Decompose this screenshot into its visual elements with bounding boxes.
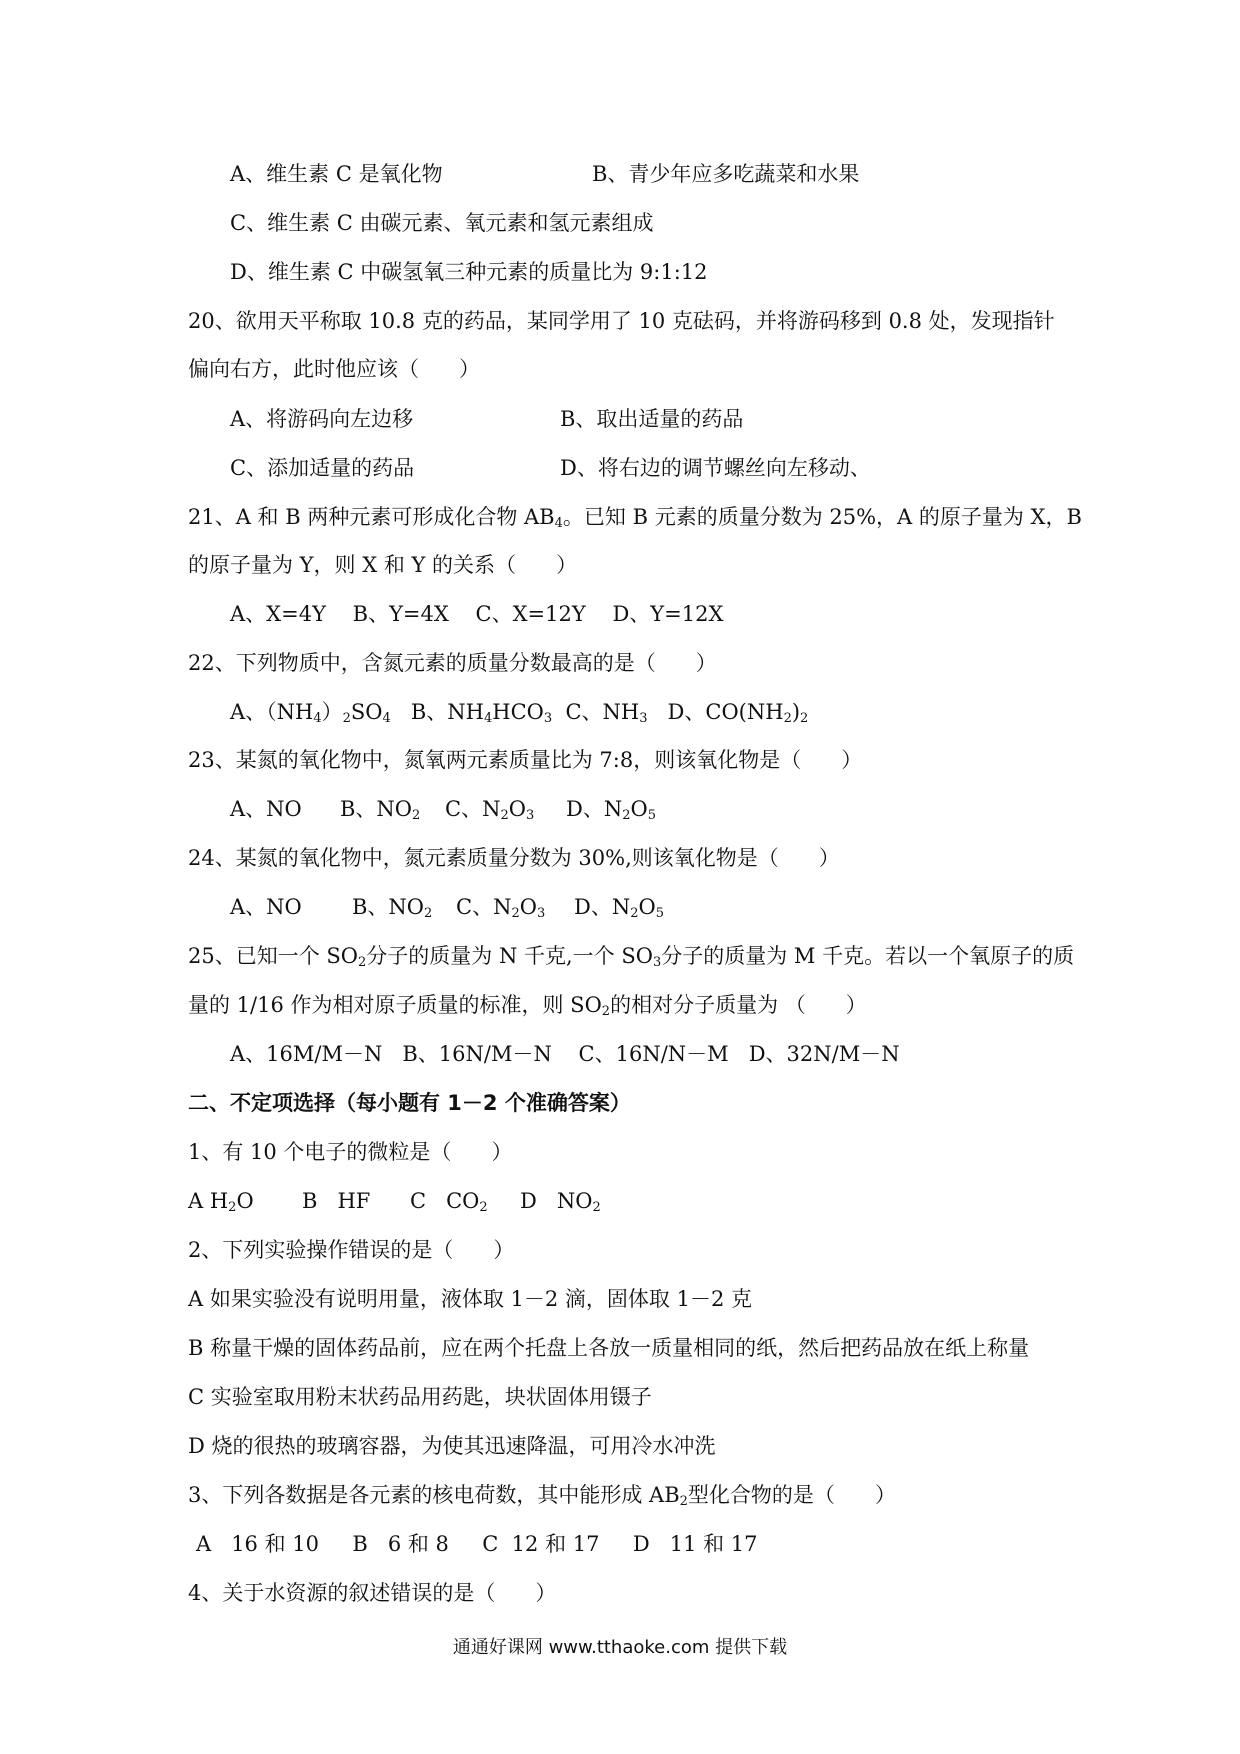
txt: D、N <box>574 895 631 919</box>
txt: D、N <box>566 797 623 821</box>
s2q2-option-a: A 如果实验没有说明用量，液体取 1－2 滴，固体取 1－2 克 <box>188 1287 752 1311</box>
sub: 3 <box>652 955 662 970</box>
txt: 量的 1/16 作为相对原子质量的标准，则 SO <box>188 993 602 1017</box>
s2q1-option-c <box>410 1187 488 1215</box>
q21-options: A、X=4Y B、Y=4X C、X=12Y D、Y=12X <box>230 602 724 626</box>
q21-text-cont: 。已知 B 元素的质量分数为 25%，A 的原子量为 X，B <box>562 505 1082 529</box>
sub: 2 <box>500 808 509 823</box>
txt: O <box>519 895 537 919</box>
txt: 分子的质量为 M 千克。若以一个氧原子的质 <box>661 944 1075 968</box>
txt: C CO <box>410 1189 480 1213</box>
s2q4-stem: 4、关于水资源的叙述错误的是（ ） <box>188 1581 557 1605</box>
sub: 2 <box>511 906 520 921</box>
sub: 2 <box>630 906 639 921</box>
txt: O <box>638 895 656 919</box>
q23-stem: 23、某氮的氧化物中，氮氧两元素质量比为 7:8，则该氧化物是（ ） <box>188 748 863 772</box>
s2q1-option-a <box>188 1187 254 1215</box>
s2q1-option-b: B HF <box>302 1189 371 1213</box>
txt: C、N <box>456 895 512 919</box>
txt: 3、下列各数据是各元素的核电荷数，其中能形成 AB <box>188 1483 680 1507</box>
s2q3-options: A 16 和 10 B 6 和 8 C 12 和 17 D 11 和 17 <box>196 1532 758 1556</box>
txt: B、NO <box>340 797 413 821</box>
q22-opt-c: C、NH <box>552 700 640 724</box>
txt: HCO <box>492 700 544 724</box>
sub: 3 <box>525 808 535 823</box>
txt: 25、已知一个 SO <box>188 944 358 968</box>
q22-opt-d: D、CO(NH <box>647 700 784 724</box>
s2q2-option-c: C 实验室取用粉末状药品用药匙，块状固体用镊子 <box>188 1385 652 1409</box>
sub: 5 <box>647 808 656 823</box>
txt: SO <box>350 700 383 724</box>
q20-option-d: D、将右边的调节螺丝向左移动、 <box>560 456 871 480</box>
txt: O <box>236 1189 254 1213</box>
q19-option-c: C、维生素 C 由碳元素、氧元素和氢元素组成 <box>230 211 654 235</box>
q20-option-a: A、将游码向左边移 <box>230 407 414 431</box>
q21-text: 21、A 和 B 两种元素可形成化合物 AB <box>188 505 555 529</box>
txt: ) <box>791 700 801 724</box>
sub: 2 <box>424 906 433 921</box>
txt: 的相对分子质量为 （ ） <box>610 993 867 1017</box>
txt: O <box>630 797 648 821</box>
txt: D NO <box>520 1189 593 1213</box>
q23-option-b <box>340 795 420 823</box>
q24-option-d <box>574 893 664 921</box>
s2q2-option-d: D 烧的很热的玻璃容器，为使其迅速降温，可用冷水冲洗 <box>188 1434 716 1458</box>
q23-option-d <box>566 795 656 823</box>
q22-opt-b: B、NH <box>390 700 484 724</box>
q25-stem-line2 <box>188 991 867 1019</box>
txt: O <box>508 797 526 821</box>
q21-stem-line1 <box>188 503 1082 531</box>
sub: 5 <box>655 906 664 921</box>
sub: 3 <box>536 906 546 921</box>
sub: 2 <box>412 808 421 823</box>
s2q2-stem: 2、下列实验操作错误的是（ ） <box>188 1238 515 1262</box>
s2q3-stem <box>188 1481 896 1509</box>
sub: 4 <box>483 711 493 726</box>
q24-stem: 24、某氮的氧化物中，氮元素质量分数为 30%,则该氧化物是（ ） <box>188 846 840 870</box>
q20-option-b: B、取出适量的药品 <box>560 407 744 431</box>
q19-option-d: D、维生素 C 中碳氢氧三种元素的质量比为 9:1:12 <box>230 260 708 284</box>
q20-stem-line1: 20、欲用天平称取 10.8 克的药品，某同学用了 10 克砝码，并将游码移到 0.8 处，发现指针 <box>188 309 1055 333</box>
q23-option-c <box>445 795 534 823</box>
txt: 型化合物的是（ ） <box>687 1483 896 1507</box>
sub: 2 <box>358 955 367 970</box>
q21-subscript: 4 <box>554 516 563 531</box>
sub: 2 <box>800 711 809 726</box>
sub: 2 <box>679 1494 688 1509</box>
s2q1-option-d <box>520 1187 601 1215</box>
sub: 4 <box>382 711 391 726</box>
txt: A H <box>188 1189 229 1213</box>
q21-stem-line2: 的原子量为 Y，则 X 和 Y 的关系（ ） <box>188 553 578 577</box>
q24-option-c <box>456 893 545 921</box>
section-heading: 二、不定项选择（每小题有 1－2 个准确答案） <box>188 1091 631 1115</box>
q20-option-c: C、添加适量的药品 <box>230 456 415 480</box>
s2q1-stem: 1、有 10 个电子的微粒是（ ） <box>188 1140 513 1164</box>
sub: 2 <box>601 1004 611 1019</box>
txt: C、N <box>445 797 501 821</box>
q19-option-a: A、维生素 C 是氧化物 <box>230 162 443 186</box>
q22-stem: 22、下列物质中，含氮元素的质量分数最高的是（ ） <box>188 651 717 675</box>
sub: 3 <box>639 711 648 726</box>
sub: 2 <box>342 711 351 726</box>
sub: 2 <box>479 1200 488 1215</box>
sub: 2 <box>592 1200 601 1215</box>
q24-option-a: A、NO <box>230 895 302 919</box>
page-footer: 通通好课网 www.tthaoke.com 提供下载 <box>452 1637 788 1658</box>
txt: B、NO <box>352 895 425 919</box>
q25-stem-line1 <box>188 942 1074 970</box>
txt: 分子的质量为 N 千克,一个 SO <box>366 944 653 968</box>
q24-option-b <box>352 893 432 921</box>
q23-option-a: A、NO <box>230 797 302 821</box>
sub: 2 <box>622 808 631 823</box>
q25-options: A、16M/M－N B、16N/M－N C、16N/N－M D、32N/M－N <box>230 1042 900 1066</box>
sub: 2 <box>228 1200 237 1215</box>
s2q2-option-b: B 称量干燥的固体药品前，应在两个托盘上各放一质量相同的纸，然后把药品放在纸上称量 <box>188 1336 1030 1360</box>
txt: ） <box>321 700 343 724</box>
q20-stem-line2: 偏向右方，此时他应该（ ） <box>188 357 481 381</box>
q19-option-b: B、青少年应多吃蔬菜和水果 <box>592 162 860 186</box>
sub: 4 <box>313 711 322 726</box>
sub: 2 <box>783 711 792 726</box>
sub: 3 <box>543 711 553 726</box>
q22-opt-a: A、（NH <box>230 700 314 724</box>
q22-options <box>230 698 808 726</box>
